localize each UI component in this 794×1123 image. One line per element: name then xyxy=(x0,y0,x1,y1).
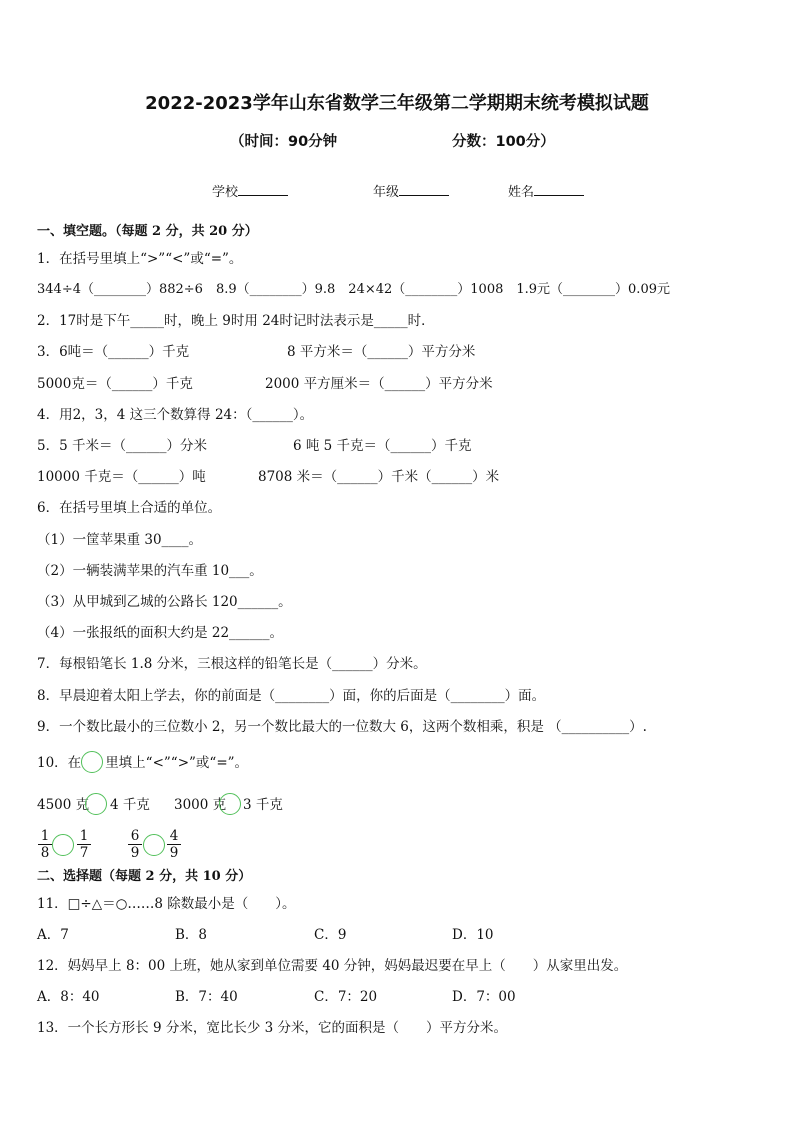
compare-circle-d[interactable] xyxy=(143,834,165,856)
question-5d: 8708 米＝（______）千米（______）米 xyxy=(258,469,500,485)
school-field[interactable] xyxy=(212,181,288,200)
q11-option-a[interactable]: A．7 xyxy=(37,927,69,943)
question-10-pre: 10．在 xyxy=(37,755,82,771)
question-2: 2．17时是下午_____时，晚上 9时用 24时记时法表示是_____时． xyxy=(37,313,435,329)
q12-option-c[interactable]: C．7：20 xyxy=(314,989,378,1005)
compare-circle-b[interactable] xyxy=(219,793,241,815)
question-10-a-right: 4 千克 xyxy=(110,797,150,813)
question-6: 6．在括号里填上合适的单位。 xyxy=(37,500,222,516)
q12-option-b[interactable]: B．7：40 xyxy=(175,989,238,1005)
exam-time: （时间：90分钟 xyxy=(230,134,338,150)
page-title: 2022-2023学年山东省数学三年级第二学期期末统考模拟试题 xyxy=(145,93,649,114)
question-9: 9．一个数比最小的三位数小 2，另一个数比最大的一位数大 6，这两个数相乘，积是 （__________）. xyxy=(37,719,647,735)
fraction-6-9 xyxy=(128,828,142,861)
fraction-numerator: 4 xyxy=(167,828,181,845)
grade-field[interactable] xyxy=(373,181,449,200)
question-3d: 2000 平方厘米＝（______）平方分米 xyxy=(265,376,493,392)
question-10-b-left: 3000 克 xyxy=(174,797,227,813)
question-3b: 8 平方米＝（______）平方分米 xyxy=(287,344,476,360)
question-6-2: （2）一辆装满苹果的汽车重 10___。 xyxy=(37,563,263,579)
question-8: 8．早晨迎着太阳上学去，你的前面是（________）面，你的后面是（________）面。 xyxy=(37,688,546,704)
name-label: 姓名 xyxy=(508,185,535,200)
question-6-3: （3）从甲城到乙城的公路长 120______。 xyxy=(37,594,292,610)
q12-option-d[interactable]: D．7：00 xyxy=(452,989,516,1005)
compare-circle-a[interactable] xyxy=(85,793,107,815)
question-5a: 5．5 千米＝（______）分米 xyxy=(37,438,207,454)
question-6-1: （1）一筐苹果重 30____。 xyxy=(37,532,203,548)
question-6-4: （4）一张报纸的面积大约是 22______。 xyxy=(37,625,284,641)
name-field[interactable] xyxy=(508,181,584,200)
exam-score: 分数：100分） xyxy=(452,134,555,150)
fraction-1-8 xyxy=(38,828,52,861)
fraction-4-9 xyxy=(167,828,181,861)
fraction-denominator: 8 xyxy=(40,845,50,861)
q11-option-c[interactable]: C．9 xyxy=(314,927,347,943)
fraction-numerator: 1 xyxy=(77,828,91,845)
grade-label: 年级 xyxy=(373,185,400,200)
question-3c: 5000克＝（______）千克 xyxy=(37,376,193,392)
question-5c: 10000 千克＝（______）吨 xyxy=(37,469,206,485)
q11-option-b[interactable]: B．8 xyxy=(175,927,208,943)
question-5b: 6 吨 5 千克＝（______）千克 xyxy=(293,438,472,454)
fraction-numerator: 6 xyxy=(128,828,142,845)
fraction-denominator: 9 xyxy=(130,845,140,861)
question-13: 13．一个长方形长 9 分米，宽比长少 3 分米，它的面积是（ ）平方分米。 xyxy=(37,1020,508,1036)
section1-heading: 一、填空题。（每题 2 分，共 20 分） xyxy=(37,224,258,239)
fraction-denominator: 9 xyxy=(169,845,179,861)
question-3a: 3．6吨＝（______）千克 xyxy=(37,344,190,360)
question-10-b-right: 3 千克 xyxy=(243,797,283,813)
fraction-1-7 xyxy=(77,828,91,861)
fraction-numerator: 1 xyxy=(38,828,52,845)
question-4: 4．用2，3，4 这三个数算得 24：（______）。 xyxy=(37,407,314,423)
question-1: 1．在括号里填上“>”“<”或“=”。 xyxy=(37,251,243,267)
q11-option-d[interactable]: D．10 xyxy=(452,927,494,943)
question-7: 7．每根铅笔长 1.8 分米，三根这样的铅笔长是（______）分米。 xyxy=(37,656,427,672)
school-label: 学校 xyxy=(212,185,239,200)
question-11: 11．□÷△＝○……8 除数最小是（ ）。 xyxy=(37,896,296,912)
fraction-denominator: 7 xyxy=(79,845,89,861)
compare-circle-c[interactable] xyxy=(52,834,74,856)
question-1-items: 344÷4（________）882÷6 8.9（________）9.8 24×42（________）1008 1.9元（________）0.09元 xyxy=(37,282,670,297)
question-10 xyxy=(37,754,248,772)
question-10-a-left: 4500 克 xyxy=(37,797,90,813)
question-12: 12．妈妈早上 8：00 上班，她从家到单位需要 40 分钟，妈妈最迟要在早上（ ）从家里出发。 xyxy=(37,958,628,974)
q12-option-a[interactable]: A．8：40 xyxy=(37,989,100,1005)
compare-circle-example xyxy=(81,751,103,773)
question-10-post: 里填上“<”“>”或“=”。 xyxy=(105,755,249,771)
section2-heading: 二、选择题（每题 2 分，共 10 分） xyxy=(37,869,252,884)
